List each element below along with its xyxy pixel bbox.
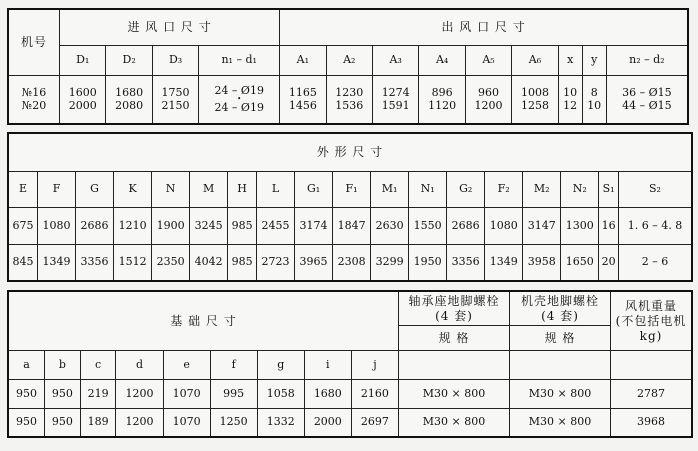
- col-header: F₂: [485, 171, 523, 207]
- data-cell: 1550: [409, 207, 447, 244]
- data-cell: 1847: [333, 207, 371, 244]
- outlet-dimensions-title: 出 风 口 尺 寸: [280, 9, 688, 45]
- col-header: N: [152, 171, 190, 207]
- col-header: K: [114, 171, 152, 207]
- data-cell: 1165 1456: [280, 75, 326, 124]
- col-header: A₅: [465, 45, 511, 75]
- col-header: j: [351, 351, 398, 380]
- data-cell: 2000: [304, 408, 351, 437]
- data-cell: 1750 2150: [152, 75, 198, 124]
- data-cell: 3245: [190, 207, 228, 244]
- data-cell: 1080: [485, 207, 523, 244]
- col-header: A₄: [419, 45, 465, 75]
- bearing-bolt-spec-header: 规 格: [399, 326, 510, 351]
- col-header: n₁ – d₁: [199, 45, 280, 75]
- data-cell: 1349: [485, 244, 523, 281]
- col-header: M₂: [523, 171, 561, 207]
- casing-bolt-spec-header: 规 格: [510, 326, 611, 351]
- col-header: f: [210, 351, 257, 380]
- data-cell: M30 × 800: [510, 379, 611, 408]
- col-header: A₃: [372, 45, 418, 75]
- data-cell: 1230 1536: [326, 75, 372, 124]
- col-header: G₂: [447, 171, 485, 207]
- data-cell: 2787: [611, 379, 693, 408]
- data-cell: 2455: [257, 207, 295, 244]
- blank-cell: [611, 351, 693, 380]
- col-header: c: [80, 351, 116, 380]
- data-cell: 4042: [190, 244, 228, 281]
- machine-number-header: 机号: [8, 9, 60, 75]
- data-cell: 1070: [163, 408, 210, 437]
- data-cell: 1200: [116, 408, 163, 437]
- col-header: A₁: [280, 45, 326, 75]
- casing-bolt-title: 机壳地脚螺栓 (4 套): [510, 291, 611, 326]
- data-cell: 1008 1258: [512, 75, 558, 124]
- data-cell: 3958: [523, 244, 561, 281]
- col-header: M: [190, 171, 228, 207]
- data-cell: 36 – Ø15 44 – Ø15: [606, 75, 688, 124]
- machine-number-cell: №16 №20: [8, 75, 60, 124]
- col-header: H: [228, 171, 257, 207]
- col-header: S₁: [599, 171, 619, 207]
- data-cell: 950: [45, 379, 81, 408]
- data-cell: 20: [599, 244, 619, 281]
- inlet-outlet-dimensions-table: [7, 8, 689, 125]
- data-cell: 3299: [371, 244, 409, 281]
- data-cell: 3356: [447, 244, 485, 281]
- data-cell: 2697: [351, 408, 398, 437]
- data-cell: 2630: [371, 207, 409, 244]
- data-cell: 24 – Ø19 • 24 – Ø19: [199, 75, 280, 124]
- data-cell: 3147: [523, 207, 561, 244]
- foundation-dimensions-title: 基 础 尺 寸: [8, 291, 399, 351]
- col-header: i: [304, 351, 351, 380]
- data-cell: 1600 2000: [60, 75, 106, 124]
- col-header: n₂ – d₂: [606, 45, 688, 75]
- data-cell: 985: [228, 244, 257, 281]
- fan-weight-title: 风机重量 (不包括电机 kg): [611, 291, 693, 351]
- col-header: A₆: [512, 45, 558, 75]
- data-cell: 219: [80, 379, 116, 408]
- data-cell: M30 × 800: [510, 408, 611, 437]
- col-header: b: [45, 351, 81, 380]
- data-cell: 1950: [409, 244, 447, 281]
- overall-dimensions-title: 外 形 尺 寸: [8, 133, 692, 171]
- col-header: M₁: [371, 171, 409, 207]
- data-cell: 1680: [304, 379, 351, 408]
- col-header: a: [8, 351, 45, 380]
- data-cell: 3968: [611, 408, 693, 437]
- data-cell: 845: [8, 244, 38, 281]
- data-cell: 2723: [257, 244, 295, 281]
- data-cell: 1210: [114, 207, 152, 244]
- data-cell: 2686: [76, 207, 114, 244]
- data-cell: 1250: [210, 408, 257, 437]
- data-cell: 1349: [38, 244, 76, 281]
- col-header: D₂: [106, 45, 152, 75]
- data-cell: 675: [8, 207, 38, 244]
- data-cell: 896 1120: [419, 75, 465, 124]
- col-header: L: [257, 171, 295, 207]
- data-cell: 3356: [76, 244, 114, 281]
- data-cell: 1. 6 – 4. 8: [618, 207, 692, 244]
- data-cell: 1512: [114, 244, 152, 281]
- data-cell: 2160: [351, 379, 398, 408]
- data-cell: 10 12: [558, 75, 582, 124]
- data-cell: 1070: [163, 379, 210, 408]
- col-header: G₁: [295, 171, 333, 207]
- col-header: d: [116, 351, 163, 380]
- data-cell: 950: [45, 408, 81, 437]
- data-cell: 950: [8, 379, 45, 408]
- data-cell: 2686: [447, 207, 485, 244]
- col-header: A₂: [326, 45, 372, 75]
- data-cell: 8 10: [582, 75, 606, 124]
- data-cell: 960 1200: [465, 75, 511, 124]
- data-cell: 1332: [257, 408, 304, 437]
- data-cell: 995: [210, 379, 257, 408]
- data-cell: 3965: [295, 244, 333, 281]
- data-cell: 3174: [295, 207, 333, 244]
- inlet-dimensions-title: 进 风 口 尺 寸: [60, 9, 280, 45]
- data-cell: 1080: [38, 207, 76, 244]
- data-cell: 1680 2080: [106, 75, 152, 124]
- data-cell: 2 – 6: [618, 244, 692, 281]
- col-header: N₁: [409, 171, 447, 207]
- col-header: x: [558, 45, 582, 75]
- col-header: S₂: [618, 171, 692, 207]
- data-cell: 2350: [152, 244, 190, 281]
- col-header: N₂: [561, 171, 599, 207]
- data-cell: 1900: [152, 207, 190, 244]
- bearing-bolt-title: 轴承座地脚螺栓 (4 套): [399, 291, 510, 326]
- data-cell: 1200: [116, 379, 163, 408]
- data-cell: M30 × 800: [399, 408, 510, 437]
- data-cell: 1300: [561, 207, 599, 244]
- overall-dimensions-table: [7, 132, 693, 282]
- col-header: D₁: [60, 45, 106, 75]
- data-cell: M30 × 800: [399, 379, 510, 408]
- col-header: F₁: [333, 171, 371, 207]
- col-header: E: [8, 171, 38, 207]
- data-cell: 2308: [333, 244, 371, 281]
- blank-cell: [399, 351, 510, 380]
- col-header: D₃: [152, 45, 198, 75]
- data-cell: 1650: [561, 244, 599, 281]
- data-cell: 1274 1591: [372, 75, 418, 124]
- col-header: G: [76, 171, 114, 207]
- data-cell: 950: [8, 408, 45, 437]
- data-cell: 189: [80, 408, 116, 437]
- data-cell: 985: [228, 207, 257, 244]
- col-header: y: [582, 45, 606, 75]
- col-header: g: [257, 351, 304, 380]
- col-header: F: [38, 171, 76, 207]
- blank-cell: [510, 351, 611, 380]
- foundation-dimensions-table: [7, 290, 693, 438]
- data-cell: 1058: [257, 379, 304, 408]
- col-header: e: [163, 351, 210, 380]
- data-cell: 16: [599, 207, 619, 244]
